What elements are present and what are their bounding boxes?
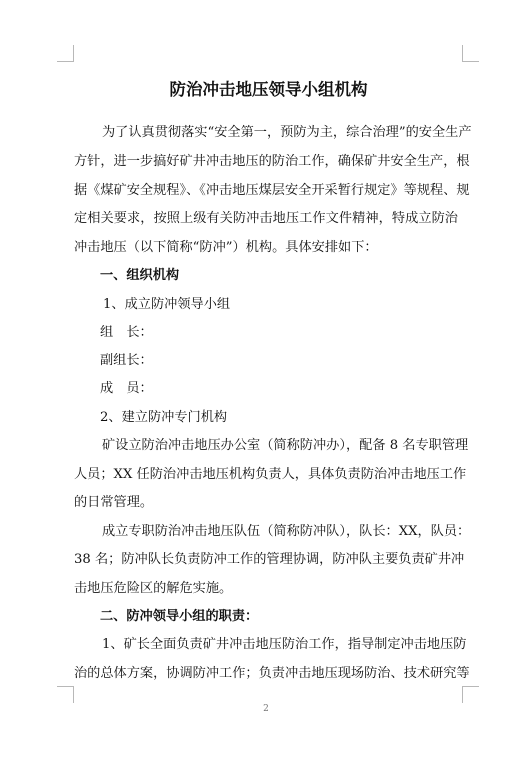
paragraph-office-line-2: 人员；XX 任防治冲击地压机构负责人，具体负责防治冲击地压工作: [74, 467, 467, 482]
crop-mark-top-right: [462, 45, 479, 62]
crop-mark-bottom-right: [462, 686, 479, 703]
paragraph-office-line-3: 的日常管理。: [74, 495, 154, 510]
subsection-heading-leading-group: 1、成立防冲领导小组: [103, 297, 231, 312]
paragraph-team-line-1: 成立专职防治冲击地压队伍（简称防冲队），队长：XX，队员：: [102, 524, 471, 539]
paragraph-office-line-1: 矿设立防治冲击地压办公室（简称防冲办），配备 8 名专职管理: [102, 438, 469, 453]
paragraph-team-line-2: 38 名；防冲队长负责防冲工作的管理协调，防冲队主要负责矿井冲: [74, 552, 465, 567]
paragraph-intro-line-2: 方针，进一步搞好矿井冲击地压的防治工作，确保矿井安全生产，根: [74, 154, 470, 169]
paragraph-intro-line-3: 据《煤矿安全规程》、《冲击地压煤层安全开采暂行规定》等规程、规: [74, 183, 470, 198]
paragraph-intro-line-5: 冲击地压（以下简称“防冲”）机构。具体安排如下：: [74, 240, 378, 255]
role-leader: 组 长：: [100, 325, 153, 340]
paragraph-duties-line-1: 1、矿长全面负责矿井冲击地压防治工作，指导制定冲击地压防: [102, 637, 467, 652]
role-members: 成 员：: [100, 381, 153, 396]
section-heading-duties: 二、防冲领导小组的职责：: [100, 609, 259, 624]
crop-mark-top-left: [57, 45, 74, 62]
document-title: 防治冲击地压领导小组机构: [169, 80, 368, 99]
page-number: 2: [263, 704, 269, 714]
role-deputy-leader: 副组长：: [100, 353, 153, 368]
crop-mark-bottom-left: [57, 686, 74, 703]
paragraph-intro-line-4: 定相关要求，按照上级有关防冲击地压工作文件精神，特成立防治: [74, 211, 458, 226]
paragraph-duties-line-2: 治的总体方案，协调防冲工作；负责冲击地压现场防治、技术研究等: [74, 666, 470, 681]
section-heading-organization: 一、组织机构: [100, 268, 180, 283]
paragraph-team-line-3: 击地压危险区的解危实施。: [74, 581, 233, 596]
subsection-heading-dedicated-unit: 2、建立防冲专门机构: [100, 410, 228, 425]
paragraph-intro-line-1: 为了认真贯彻落实“安全第一，预防为主，综合治理”的安全生产: [102, 125, 472, 140]
